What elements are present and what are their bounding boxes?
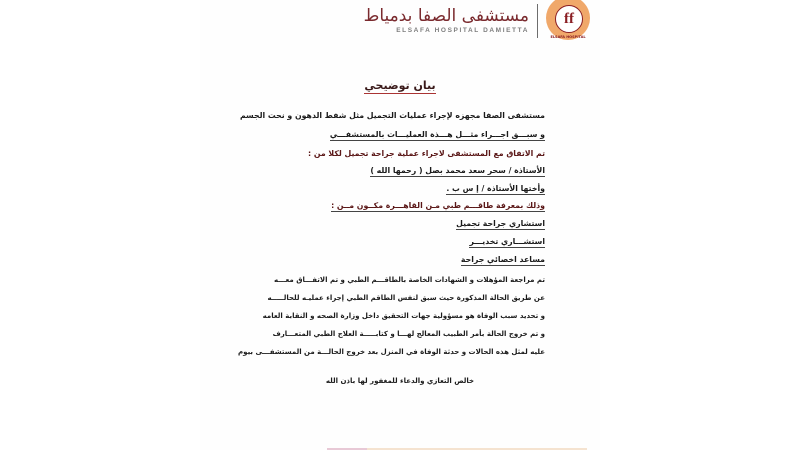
patient-2: وأختها الأستاذة / إ س ب . [446,184,545,193]
closing-condolence: خالص التعازي والدعاء للمغفور لها باذن الله [325,377,475,385]
team-member-1: استشاري جراحة تجميل [456,219,545,228]
paragraph2-line2: عن طريق الحالة المذكورة حيث سبق لنفس الطاقم الطبي إجراء عمليـه للحالـــــه [267,294,545,302]
logo-monogram: ff [555,5,583,33]
agreement-line: تم الاتفاق مع المستشفى لاجراء عملية جراحة تجميل لكلا من : [308,149,545,158]
paragraph2-line4: و تم خروج الحالة بأمر الطبيب المعالج لهـــا و كتابـــــة العلاج الطبي المتعـــارف [272,330,545,338]
letterhead [364,0,590,42]
hospital-logo-icon [546,0,590,40]
paragraph1-line2: و سبـــق اجـــراء مثـــل هـــذة العمليـــات بالمستشفـــي [329,130,545,139]
header-divider [537,4,538,38]
document-title [200,74,600,93]
paragraph2-line3: و تحديد سبب الوفاة هو مسؤولية جهات التحقيق داخل وزارة الصحه و النقابة العامه [262,312,545,320]
hospital-brand [364,6,529,36]
paragraph1-line1: مستشفى الصفا مجهزه لإجراء عمليات التجميل مثل شفط الدهون و نحت الجسم [239,111,545,120]
paragraph2-line5: عليه لمثل هذه الحالات و حدثة الوفاة في المنزل بعد خروج الحالـــة من المستشفـــى بيوم [238,348,545,356]
hospital-name-arabic: مستشفى الصفا بدمياط [363,6,529,26]
team-member-3: مساعد اخصائي جراحة [460,255,545,264]
logo-caption: ELSAFA HOSPITAL [550,35,586,39]
paragraph2-line1: تم مراجعة المؤهلات و الشهادات الخاصة بالطاقـــم الطبي و تم الاتفـــاق معـــه [274,276,545,284]
patient-1: الأستاذة / سحر سعد محمد بصل ( رحمها الله ) [370,166,545,175]
hospital-name-english: ELSAFA HOSPITAL DAMIETTA [396,27,529,34]
document-title-text: بيان توضيحي [364,79,436,92]
letter-page [200,0,600,450]
team-member-2: استشـــاري تخديـــر [469,237,545,246]
team-intro: وذلك بمعرفة طاقـــم طبي مـن القاهـــرة مكــون مــن : [331,201,545,210]
